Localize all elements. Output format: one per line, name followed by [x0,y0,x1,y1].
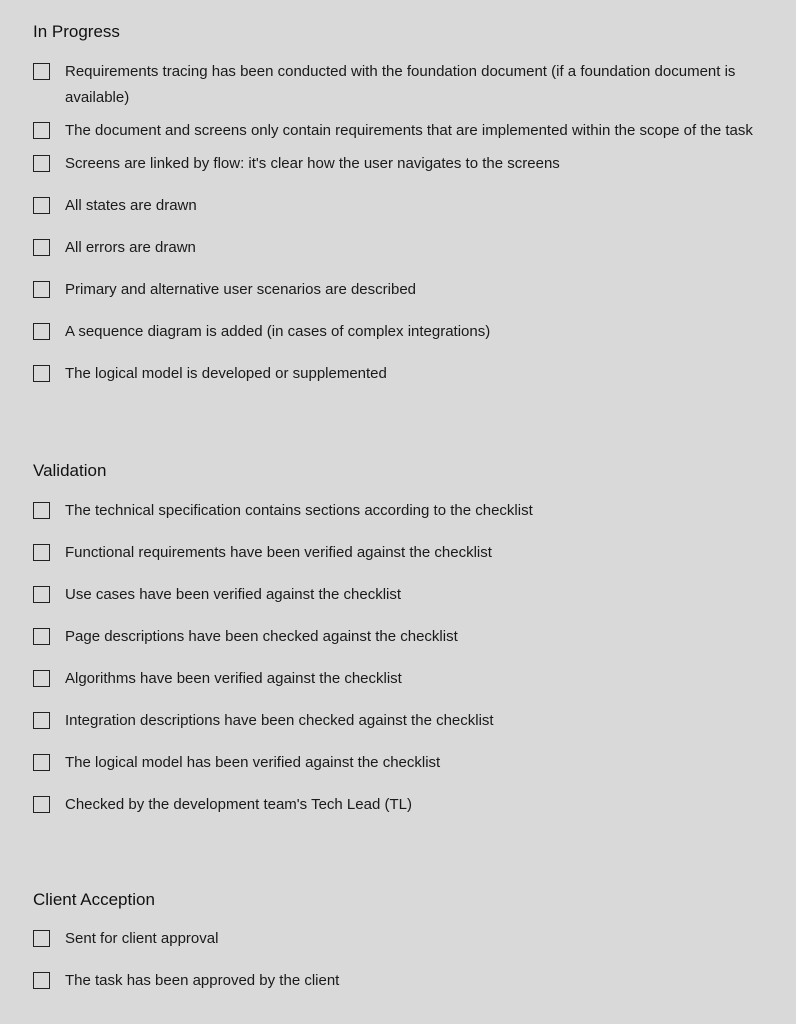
checkbox[interactable] [33,239,50,256]
checklist-item-label: Algorithms have been verified against the checklist [65,670,402,687]
checklist-item [33,118,756,144]
checklist-item-label: Page descriptions have been checked against the checklist [65,628,458,645]
checkbox[interactable] [33,323,50,340]
checklist-item [33,361,756,387]
checklist-item-label: Primary and alternative user scenarios are described [65,281,416,298]
checklist-item [33,582,756,608]
checklist-item [33,235,756,261]
checkbox[interactable] [33,122,50,139]
checklist-item [33,193,756,219]
checkbox[interactable] [33,586,50,603]
section-title: Validation [33,461,107,480]
section-title: In Progress [33,22,120,41]
checklist-item-label: A sequence diagram is added (in cases of complex integrations) [65,323,491,340]
checklist-item-label: Screens are linked by flow: it's clear how the user navigates to the screens [65,155,560,172]
checkbox[interactable] [33,281,50,298]
checkbox[interactable] [33,365,50,382]
checklist-item [33,750,756,776]
checkbox[interactable] [33,930,50,947]
checklist-item-label: All states are drawn [65,197,197,214]
checklist-item-label: All errors are drawn [65,239,196,256]
checklist-item-label: The document and screens only contain requirements that are implemented within the scope of the task [65,122,753,139]
checklist-item-label: The logical model has been verified against the checklist [65,754,441,771]
checklist-item-label: The technical specification contains sections according to the checklist [65,502,533,519]
checklist-item [33,59,756,111]
checklist-item [33,666,756,692]
checklist-item-label: Use cases have been verified against the checklist [65,586,402,603]
checklist-item [33,319,756,345]
checkbox[interactable] [33,972,50,989]
checklist-item [33,277,756,303]
section-in-progress [33,21,756,382]
section-client-acception [33,889,756,989]
checkbox[interactable] [33,502,50,519]
checklist-item [33,540,756,566]
checkbox[interactable] [33,155,50,172]
checklist-item [33,708,756,734]
checklist-item-label: Checked by the development team's Tech Lead (TL) [65,796,412,813]
checklist-item-label: Functional requirements have been verified against the checklist [65,544,492,561]
checklist-item-label: Sent for client approval [65,930,219,947]
checkbox[interactable] [33,712,50,729]
checkbox[interactable] [33,628,50,645]
section-validation [33,460,756,813]
checklist-item [33,792,756,818]
checkbox[interactable] [33,544,50,561]
checkbox[interactable] [33,670,50,687]
checklist-item [33,926,756,952]
checklist-item-label: Requirements tracing has been conducted with the foundation document (if a foundation document is available) [65,63,736,106]
checklist-item [33,624,756,650]
checklist-item-label: Integration descriptions have been checked against the checklist [65,712,494,729]
checkbox[interactable] [33,197,50,214]
checkbox[interactable] [33,796,50,813]
checkbox[interactable] [33,754,50,771]
checkbox[interactable] [33,63,50,80]
checklist-item [33,968,756,994]
checklist-item [33,151,756,177]
section-title: Client Acception [33,890,155,909]
checklist-item-label: The logical model is developed or supplemented [65,365,387,382]
checklist-item-label: The task has been approved by the client [65,972,340,989]
checklist-item [33,498,756,524]
